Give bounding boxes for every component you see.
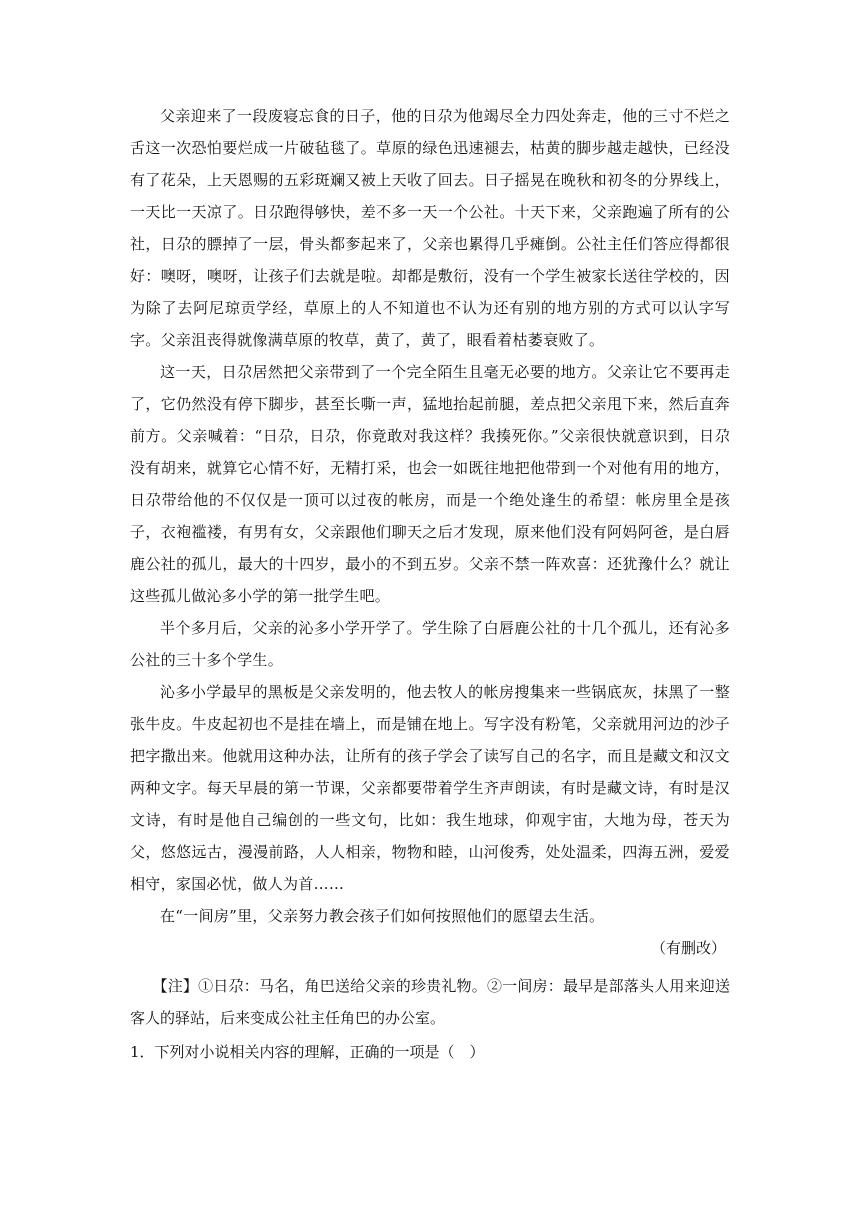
paragraph-5: 在“一间房”里，父亲努力教会孩子们如何按照他们的愿望去生活。 [160, 907, 605, 925]
paragraph-4: 沁多小学最早的黑板是父亲发明的，他去牧人的帐房搜集来一些锅底灰，抹黑了一整张牛皮。牛皮起初也不是挂在墙上，而是铺在地上。写字没有粉笔，父亲就用河边的沙子把字撒出来。他就用这种办法，让所有的孩子学会了读写自己的名字，而且是藏文和汉文两种文字。每天早晨的第一节课，父亲都要带着学生齐声朗读，有时是藏文诗，有时是汉文诗，有时是他自己编创的一些文句，比如：我生地球，仰观宇宙，大地为母，苍天为父，悠悠远古，漫漫前路，人人相亲，物物和睦，山河俊秀，处处温柔，四海五洲，爱爱相守，家国必忧，做人为首…… [130, 683, 730, 893]
paragraph-2: 这一天，日尕居然把父亲带到了一个完全陌生且毫无必要的地方。父亲让它不要再走了，它仍然没有停下脚步，甚至长嘶一声，猛地抬起前腿，差点把父亲甩下来，然后直奔前方。父亲喊着：“日尕，日尕，你竟敢对我这样？我揍死你。”父亲很快就意识到，日尕没有胡来，就算它心情不好，无精打采，也会一如既往地把他带到一个对他有用的地方，日尕带给他的不仅仅是一顶可以过夜的帐房，而是一个绝处逢生的希望：帐房里全是孩子，衣袍褴褛，有男有女，父亲跟他们聊天之后才发现，原来他们没有阿妈阿爸，是白唇鹿公社的孤儿，最大的十四岁，最小的不到五岁。父亲不禁一阵欢喜：还犹豫什么？就让这些孤儿做沁多小学的第一批学生吧。 [130, 363, 730, 605]
paragraph-1: 父亲迎来了一段废寝忘食的日子，他的日尕为他竭尽全力四处奔走，他的三寸不烂之舌这一次恐怕要烂成一片破毡毯了。草原的绿色迅速褪去，枯黄的脚步越走越快，已经没有了花朵，上天恩赐的五彩斑斓又被上天收了回去。日子摇晃在晚秋和初冬的分界线上，一天比一天凉了。日尕跑得够快，差不多一天一个公社。十天下来，父亲跑遍了所有的公社，日尕的膘掉了一层，骨头都奓起来了，父亲也累得几乎瘫倒。公社主任们答应得都很好：噢呀，噢呀，让孩子们去就是啦。却都是敷衍，没有一个学生被家长送往学校的，因为除了去阿尼琼贡学经，草原上的人不知道也不认为还有别的地方别的方式可以认字写字。父亲沮丧得就像满草原的牧草，黄了，黄了，眼看着枯萎衰败了。 [130, 107, 730, 349]
question-1: 1．下列对小说相关内容的理解，正确的一项是（ ） [130, 1043, 485, 1061]
paragraph-3: 半个多月后，父亲的沁多小学开学了。学生除了白唇鹿公社的十几个孤儿，还有沁多公社的三十多个学生。 [130, 619, 730, 669]
footnote: 【注】①日尕：马名，角巴送给父亲的珍贵礼物。②一间房：最早是部落头人用来迎送客人的驿站，后来变成公社主任角巴的办公室。 [130, 977, 730, 1027]
source-credit: （有删改） [650, 939, 726, 957]
document-page [130, 100, 730, 1068]
